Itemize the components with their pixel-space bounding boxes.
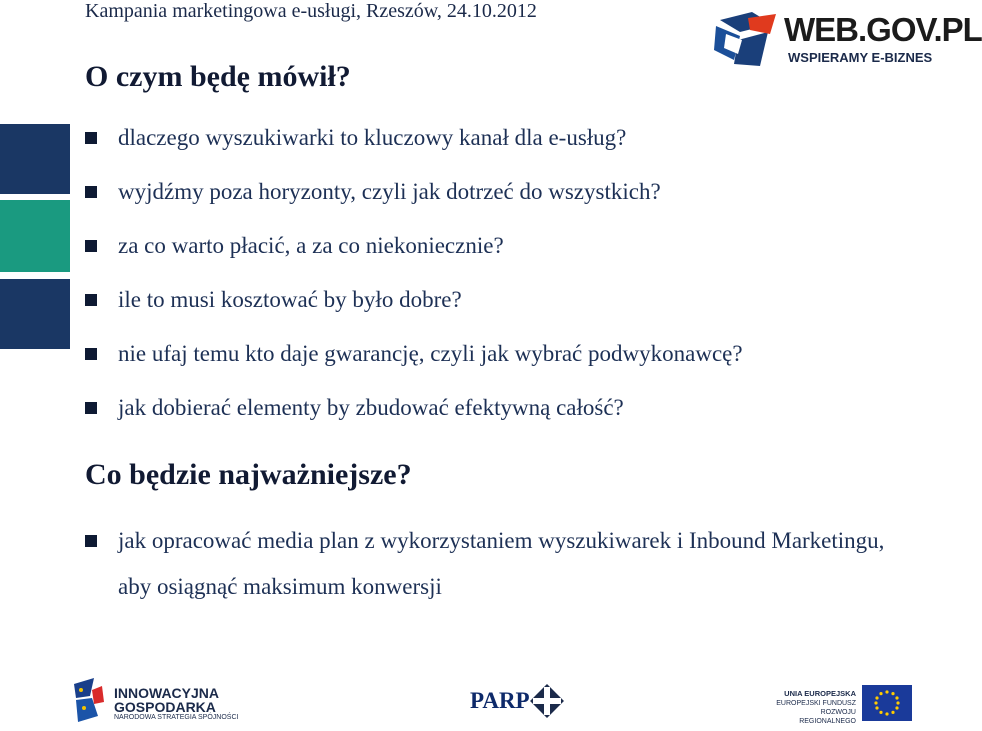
section-title-key-points: Co będzie najważniejsze? bbox=[85, 458, 412, 491]
section-title-topics: O czym będę mówił? bbox=[85, 60, 351, 93]
web-gov-pl-logo bbox=[712, 6, 982, 76]
list-item: nie ufaj temu kto daje gwarancję, czyli jak wybrać podwykonawcę? bbox=[85, 339, 743, 393]
parp-text: PARP bbox=[470, 688, 530, 713]
side-accent-teal bbox=[0, 200, 70, 272]
topics-list bbox=[85, 123, 743, 447]
square-bullet-icon bbox=[85, 132, 97, 144]
innowacyjna-gospodarka-logo bbox=[72, 676, 252, 724]
key-points-list bbox=[85, 518, 885, 610]
parp-emblem-icon bbox=[530, 684, 564, 718]
logo-tagline: WSPIERAMY E-BIZNES bbox=[788, 50, 933, 65]
innowacyjna-text: INNOWACYJNA GOSPODARKA bbox=[114, 685, 220, 715]
square-bullet-icon bbox=[85, 186, 97, 198]
innowacyjna-gospodarka-emblem-icon bbox=[72, 676, 110, 724]
eu-flag-icon bbox=[862, 685, 912, 721]
square-bullet-icon bbox=[85, 240, 97, 252]
list-item: dlaczego wyszukiwarki to kluczowy kanał dla e-usług? bbox=[85, 123, 743, 177]
eu-fund-text: UNIA EUROPEJSKA EUROPEJSKI FUNDUSZ ROZWOJU REGIONALNEGO bbox=[776, 689, 856, 725]
list-item: jak opracować media plan z wykorzystaniem wyszukiwarek i Inbound Marketingu, aby osiągnąć maksimum konwersji bbox=[85, 518, 885, 610]
square-bullet-icon bbox=[85, 348, 97, 360]
logo-brand: WEB.GOV.PL bbox=[784, 11, 982, 48]
eu-fund-logo bbox=[770, 683, 912, 723]
list-item: ile to musi kosztować by było dobre? bbox=[85, 285, 743, 339]
square-bullet-icon bbox=[85, 535, 97, 547]
side-accent-navy-top bbox=[0, 124, 70, 194]
list-item: jak dobierać elementy by zbudować efektywną całość? bbox=[85, 393, 743, 447]
event-header: Kampania marketingowa e-usługi, Rzeszów, 24.10.2012 bbox=[85, 0, 537, 22]
side-accent-navy-bottom bbox=[0, 279, 70, 349]
nss-text: NARODOWA STRATEGIA SPÓJNOŚCI bbox=[114, 714, 239, 721]
square-bullet-icon bbox=[85, 402, 97, 414]
list-item: wyjdźmy poza horyzonty, czyli jak dotrzeć do wszystkich? bbox=[85, 177, 743, 231]
parp-logo bbox=[470, 684, 566, 720]
square-bullet-icon bbox=[85, 294, 97, 306]
web-gov-logo-mark-icon bbox=[712, 10, 778, 72]
list-item: za co warto płacić, a za co niekoniecznie? bbox=[85, 231, 743, 285]
